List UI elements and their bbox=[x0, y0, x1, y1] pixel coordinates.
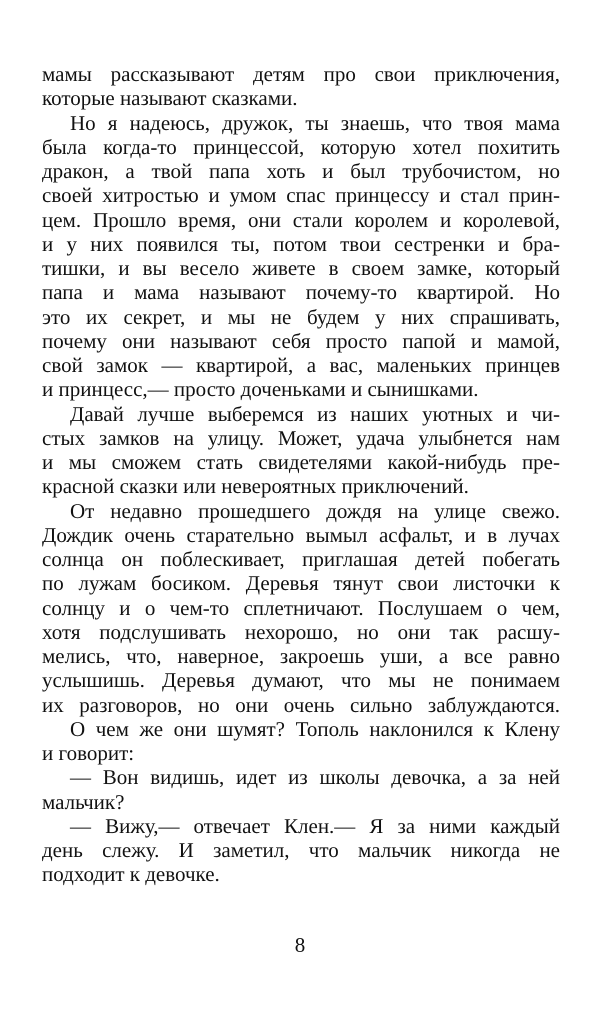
text-line: Дождик очень старательно вымыл асфальт, и в лучах bbox=[42, 522, 560, 547]
text-line: хотя подслушивать нехорошо, но они так расшу- bbox=[42, 619, 560, 644]
text-line: — Вижу,— отвечает Клен.— Я за ними каждый bbox=[70, 813, 560, 838]
page-number: 8 bbox=[294, 933, 306, 957]
text-line: подходит к девочке. bbox=[42, 862, 220, 887]
text-line: Давай лучше выберемся из наших уютных и чи- bbox=[70, 401, 560, 426]
text-line: и у них появился ты, потом твои сестренки и бра- bbox=[42, 231, 560, 256]
text-line: стых замков на улицу. Может, удача улыбнется нам bbox=[42, 425, 560, 450]
paragraph bbox=[42, 717, 560, 766]
text-line: услышишь. Деревья думают, что мы не понимаем bbox=[42, 668, 560, 693]
text-line: которые называют сказками. bbox=[42, 86, 298, 111]
text-line: солнца он поблескивает, приглашая детей побегать bbox=[42, 547, 560, 571]
text-line: папа и мама называют почему-то квартирой. Но bbox=[42, 280, 560, 305]
text-line: цем. Прошло время, они стали королем и королевой, bbox=[42, 207, 560, 232]
dialogue-paragraph bbox=[42, 765, 560, 814]
text-line: мелись, что, наверное, закроешь уши, а все равно bbox=[42, 644, 560, 668]
text-line: мамы рассказывают детям про свои приключения, bbox=[42, 62, 560, 86]
text-line: почему они называют себя просто папой и мамой, bbox=[42, 328, 560, 353]
text-line: была когда-то принцессой, которую хотел похитить bbox=[42, 134, 560, 159]
text-line: От недавно прошедшего дождя на улице свежо. bbox=[70, 498, 560, 523]
dialogue-paragraph bbox=[42, 814, 560, 887]
paragraph bbox=[42, 499, 560, 717]
text-line: и говорит: bbox=[42, 741, 135, 765]
text-line: — Вон видишь, идет из школы девочка, а за ней bbox=[70, 765, 560, 790]
text-line: дракон, а твой папа хоть и был трубочистом, но bbox=[42, 159, 560, 183]
text-line: и мы сможем стать свидетелями какой-нибудь пре- bbox=[42, 450, 560, 474]
text-line: это их секрет, и мы не будем у них спрашивать, bbox=[42, 304, 560, 329]
text-line: мальчик? bbox=[42, 789, 125, 814]
paragraph bbox=[42, 402, 560, 499]
text-line: Но я надеюсь, дружок, ты знаешь, что твоя мама bbox=[70, 110, 560, 135]
paragraph bbox=[42, 111, 560, 402]
text-line: своей хитростью и умом спас принцессу и стал прин- bbox=[42, 183, 560, 208]
text-line: по лужам босиком. Деревья тянут свои листочки к bbox=[42, 571, 560, 596]
text-line: тишки, и вы весело живете в своем замке, который bbox=[42, 256, 560, 280]
text-line: их разговоров, но они очень сильно заблуждаются. bbox=[42, 692, 560, 717]
paragraph bbox=[42, 62, 560, 111]
page-body bbox=[42, 62, 560, 887]
text-line: свой замок — квартирой, а вас, маленьких принцев bbox=[42, 353, 560, 377]
text-line: и принцесс,— просто доченьками и сынишками. bbox=[42, 377, 479, 402]
text-line: солнцу и о чем-то сплетничают. Послушаем о чем, bbox=[42, 595, 560, 620]
text-line: красной сказки или невероятных приключений. bbox=[42, 474, 469, 499]
text-line: О чем же они шумят? Тополь наклонился к Клену bbox=[70, 716, 560, 741]
text-line: день слежу. И заметил, что мальчик никогда не bbox=[42, 838, 560, 862]
